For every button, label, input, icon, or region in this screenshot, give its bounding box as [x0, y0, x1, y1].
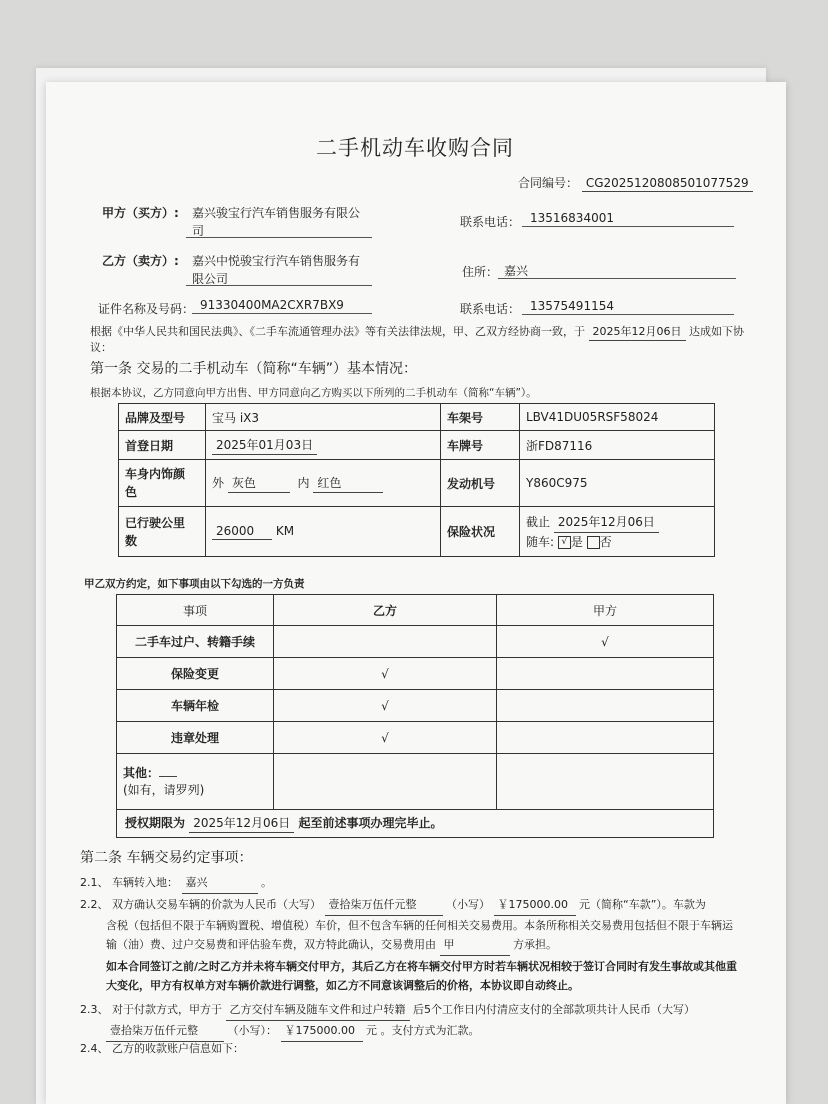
- party-b-address-underline: [498, 278, 736, 279]
- mileage-label-1: 已行驶公里: [125, 515, 186, 530]
- clause-2-3: [80, 1000, 770, 1042]
- party-b-address-label: 住所：: [462, 265, 499, 279]
- party-a-phone: 13516834001: [530, 211, 614, 225]
- id-label: 证件名称及号码：: [98, 302, 195, 316]
- party-b-address: 嘉兴: [504, 264, 529, 278]
- clause-2-3-num: 2.3、: [80, 1003, 109, 1016]
- contract-no-label: 合同编号：: [518, 176, 579, 190]
- insurance-cell: [520, 507, 715, 557]
- article1-intro: 根据本协议，乙方同意向甲方出售、甲方同意向乙方购买以下所列的二手机动车（简称“车辆”）。: [90, 387, 537, 399]
- other-blank: [159, 775, 177, 777]
- mileage-label: [119, 507, 206, 557]
- row-violation-item: 违章处理: [117, 722, 274, 754]
- row-transfer-b: [274, 626, 497, 658]
- party-b-phone-underline: [522, 314, 734, 315]
- engine-value: Y860C975: [520, 460, 715, 507]
- preamble-line1: [90, 323, 744, 341]
- row-other-item: [117, 754, 274, 810]
- other-note: (如有，请罗列): [123, 782, 205, 797]
- party-b-name-line1: 嘉兴中悦骏宝行汽车销售服务有: [192, 254, 361, 268]
- no-checkbox[interactable]: [587, 536, 600, 549]
- clause-2-3-text1: 对于付款方式，甲方于: [112, 1003, 222, 1016]
- reg-date-label: 首登日期: [119, 431, 206, 460]
- brand-value: 宝马 iX3: [206, 404, 441, 431]
- other-label: 其他：: [123, 765, 160, 780]
- payment-condition: 乙方交付车辆及随车文件和过户转籍: [226, 1000, 410, 1021]
- mileage-unit: KM: [275, 523, 295, 538]
- clause-2-3-text3: 元 。支付方式为汇款。: [366, 1024, 480, 1037]
- color-label: [119, 460, 206, 507]
- clause-2-2: [80, 895, 770, 956]
- color-cell: [206, 460, 441, 507]
- party-a-label: 甲方（买方）:: [102, 206, 179, 220]
- with-car-label: 随车:: [526, 534, 555, 549]
- clause-2-2-line1: [80, 895, 770, 916]
- insurance-label: 保险状况: [441, 507, 520, 557]
- engine-label: 发动机号: [441, 460, 520, 507]
- bold-clause: [106, 957, 786, 995]
- mileage-cell: [206, 507, 441, 557]
- party-b-phone-label: 联系电话：: [460, 302, 521, 316]
- clause-2-2-line3a: 输（油）费、过户交易费和评估验车费，双方特此确认，交易费用由: [106, 938, 436, 951]
- clause-2-1: [80, 873, 272, 894]
- plate-label: 车牌号: [441, 431, 520, 460]
- clause-2-1-end: 。: [261, 876, 272, 889]
- clause-2-1-text: 车辆转入地：: [112, 876, 178, 889]
- exterior-color: 灰色: [228, 474, 290, 493]
- bold-clause-line2: 大变化，甲方有权单方对车辆价款进行调整，如乙方不同意该调整后的价格，本协议即自动终止。: [106, 979, 579, 992]
- color-label-2: 色: [125, 485, 138, 499]
- row-insurance-b: √: [274, 658, 497, 690]
- insurance-until-prefix: 截止: [526, 514, 551, 529]
- interior-color: 红色: [313, 474, 383, 493]
- header-party-b: 乙方: [274, 595, 497, 626]
- payment-in-words: 壹拾柒万伍仟元整: [106, 1021, 224, 1042]
- row-transfer-item: 二手车过户、转籍手续: [117, 626, 274, 658]
- vehicle-info-table: [118, 403, 715, 557]
- yes-checkbox[interactable]: √: [558, 536, 571, 549]
- preamble-text: 根据《中华人民共和国民法典》、《二手车流通管理办法》等有关法律法规，甲、乙双方经协商一致，于: [90, 325, 585, 338]
- clause-2-3-line1: [80, 1000, 770, 1021]
- contract-no-value: CG2025120808501077529: [582, 176, 753, 192]
- price-small-label: （小写）: [446, 898, 490, 911]
- price-amount: ￥175000.00: [494, 895, 576, 916]
- row-violation-b: √: [274, 722, 497, 754]
- party-a-name-line1: 嘉兴骏宝行汽车销售服务有限公: [192, 206, 361, 220]
- payment-small-label: （小写）：: [227, 1024, 277, 1037]
- vin-value: LBV41DU05RSF58024: [520, 404, 715, 431]
- header-party-a: 甲方: [497, 595, 714, 626]
- party-b-phone: 13575491154: [530, 299, 614, 313]
- deadline-suffix: 起至前述事项办理完毕止。: [298, 816, 443, 830]
- clause-2-4-num: 2.4、: [80, 1042, 109, 1055]
- article1-heading: 第一条 交易的二手机动车（简称“车辆”）基本情况：: [90, 361, 417, 377]
- brand-label: 品牌及型号: [119, 404, 206, 431]
- party-b-name-line2: 限公司: [192, 272, 229, 286]
- clause-2-2-text2: 元（简称“车款”）。车款为: [579, 898, 706, 911]
- clause-2-3-text2: 后5个工作日内付清应支付的全部款项共计人民币（大写）: [413, 1003, 695, 1016]
- row-violation-a: [497, 722, 714, 754]
- party-a-name-line2: 司: [192, 224, 205, 238]
- article2-heading: 第二条 车辆交易约定事项：: [80, 850, 253, 866]
- agreement-date: 2025年12月06日: [589, 323, 686, 341]
- preamble-text-end: 达成如下协: [689, 325, 744, 338]
- clause-2-2-line3b: 方承担。: [513, 938, 557, 951]
- plate-value: 浙FD87116: [520, 431, 715, 460]
- yes-label: 是: [570, 534, 583, 549]
- deadline-date: 2025年12月06日: [189, 814, 294, 833]
- interior-prefix: 内: [297, 475, 310, 490]
- reg-date-cell: [206, 431, 441, 460]
- responsibility-intro: 甲乙双方约定，如下事项由以下勾选的一方负责: [84, 578, 305, 590]
- row-inspection-a: [497, 690, 714, 722]
- contract-title: 二手机动车收购合同: [316, 136, 514, 160]
- row-insurance-a: [497, 658, 714, 690]
- row-transfer-a: √: [497, 626, 714, 658]
- id-underline: [192, 313, 372, 314]
- preamble-line2: 议：: [90, 341, 112, 354]
- contract-page: [46, 82, 786, 1104]
- price-in-words: 壹拾柒万伍仟元整: [325, 895, 443, 916]
- party-a-phone-underline: [522, 226, 734, 227]
- bold-clause-line1: 如本合同签订之前/之时乙方并未将车辆交付甲方，其后乙方在将车辆交付甲方时若车辆状况相较于签订合同时有发生事故或其他重: [106, 960, 738, 973]
- mileage-label-2: 数: [125, 533, 138, 548]
- clause-2-2-line2: 含税（包括但不限于车辆购置税、增值税）车价，但不包含车辆的任何相关交易费用。本条所称相关交易费用包括但不限于车辆运: [106, 919, 733, 932]
- row-inspection-item: 车辆年检: [117, 690, 274, 722]
- clause-2-2-line3: [80, 935, 770, 956]
- party-b-name-underline: [186, 285, 372, 286]
- header-item: 事项: [117, 595, 274, 626]
- payment-amount: ￥175000.00: [281, 1021, 363, 1042]
- row-other-a: [497, 754, 714, 810]
- clause-2-4: [80, 1039, 244, 1058]
- color-label-1: 车身内饰颜: [125, 467, 186, 481]
- vin-label: 车架号: [441, 404, 520, 431]
- party-a-name-underline: [186, 237, 372, 238]
- clause-2-2-text1: 双方确认交易车辆的价款为人民币（大写）: [112, 898, 321, 911]
- clause-2-1-num: 2.1、: [80, 876, 109, 889]
- row-insurance-item: 保险变更: [117, 658, 274, 690]
- mileage-value: 26000: [212, 524, 272, 540]
- clause-2-2-num: 2.2、: [80, 898, 109, 911]
- fee-payer: 甲: [440, 935, 510, 956]
- party-b-label: 乙方（卖方）:: [102, 254, 179, 268]
- deadline-row: [117, 810, 714, 838]
- reg-date-value: 2025年01月03日: [212, 436, 317, 455]
- row-inspection-b: √: [274, 690, 497, 722]
- row-other-b: [274, 754, 497, 810]
- exterior-prefix: 外: [212, 475, 225, 490]
- destination-value: 嘉兴: [182, 873, 258, 894]
- contract-no: [518, 174, 753, 192]
- responsibility-table: [116, 594, 714, 838]
- insurance-until-date: 2025年12月06日: [554, 513, 659, 533]
- deadline-prefix: 授权期限为: [125, 816, 186, 830]
- party-a-phone-label: 联系电话：: [460, 215, 521, 229]
- no-label: 否: [599, 534, 612, 549]
- clause-2-4-text: 乙方的收款账户信息如下：: [112, 1042, 244, 1055]
- id-value: 91330400MA2CXR7BX9: [200, 298, 344, 312]
